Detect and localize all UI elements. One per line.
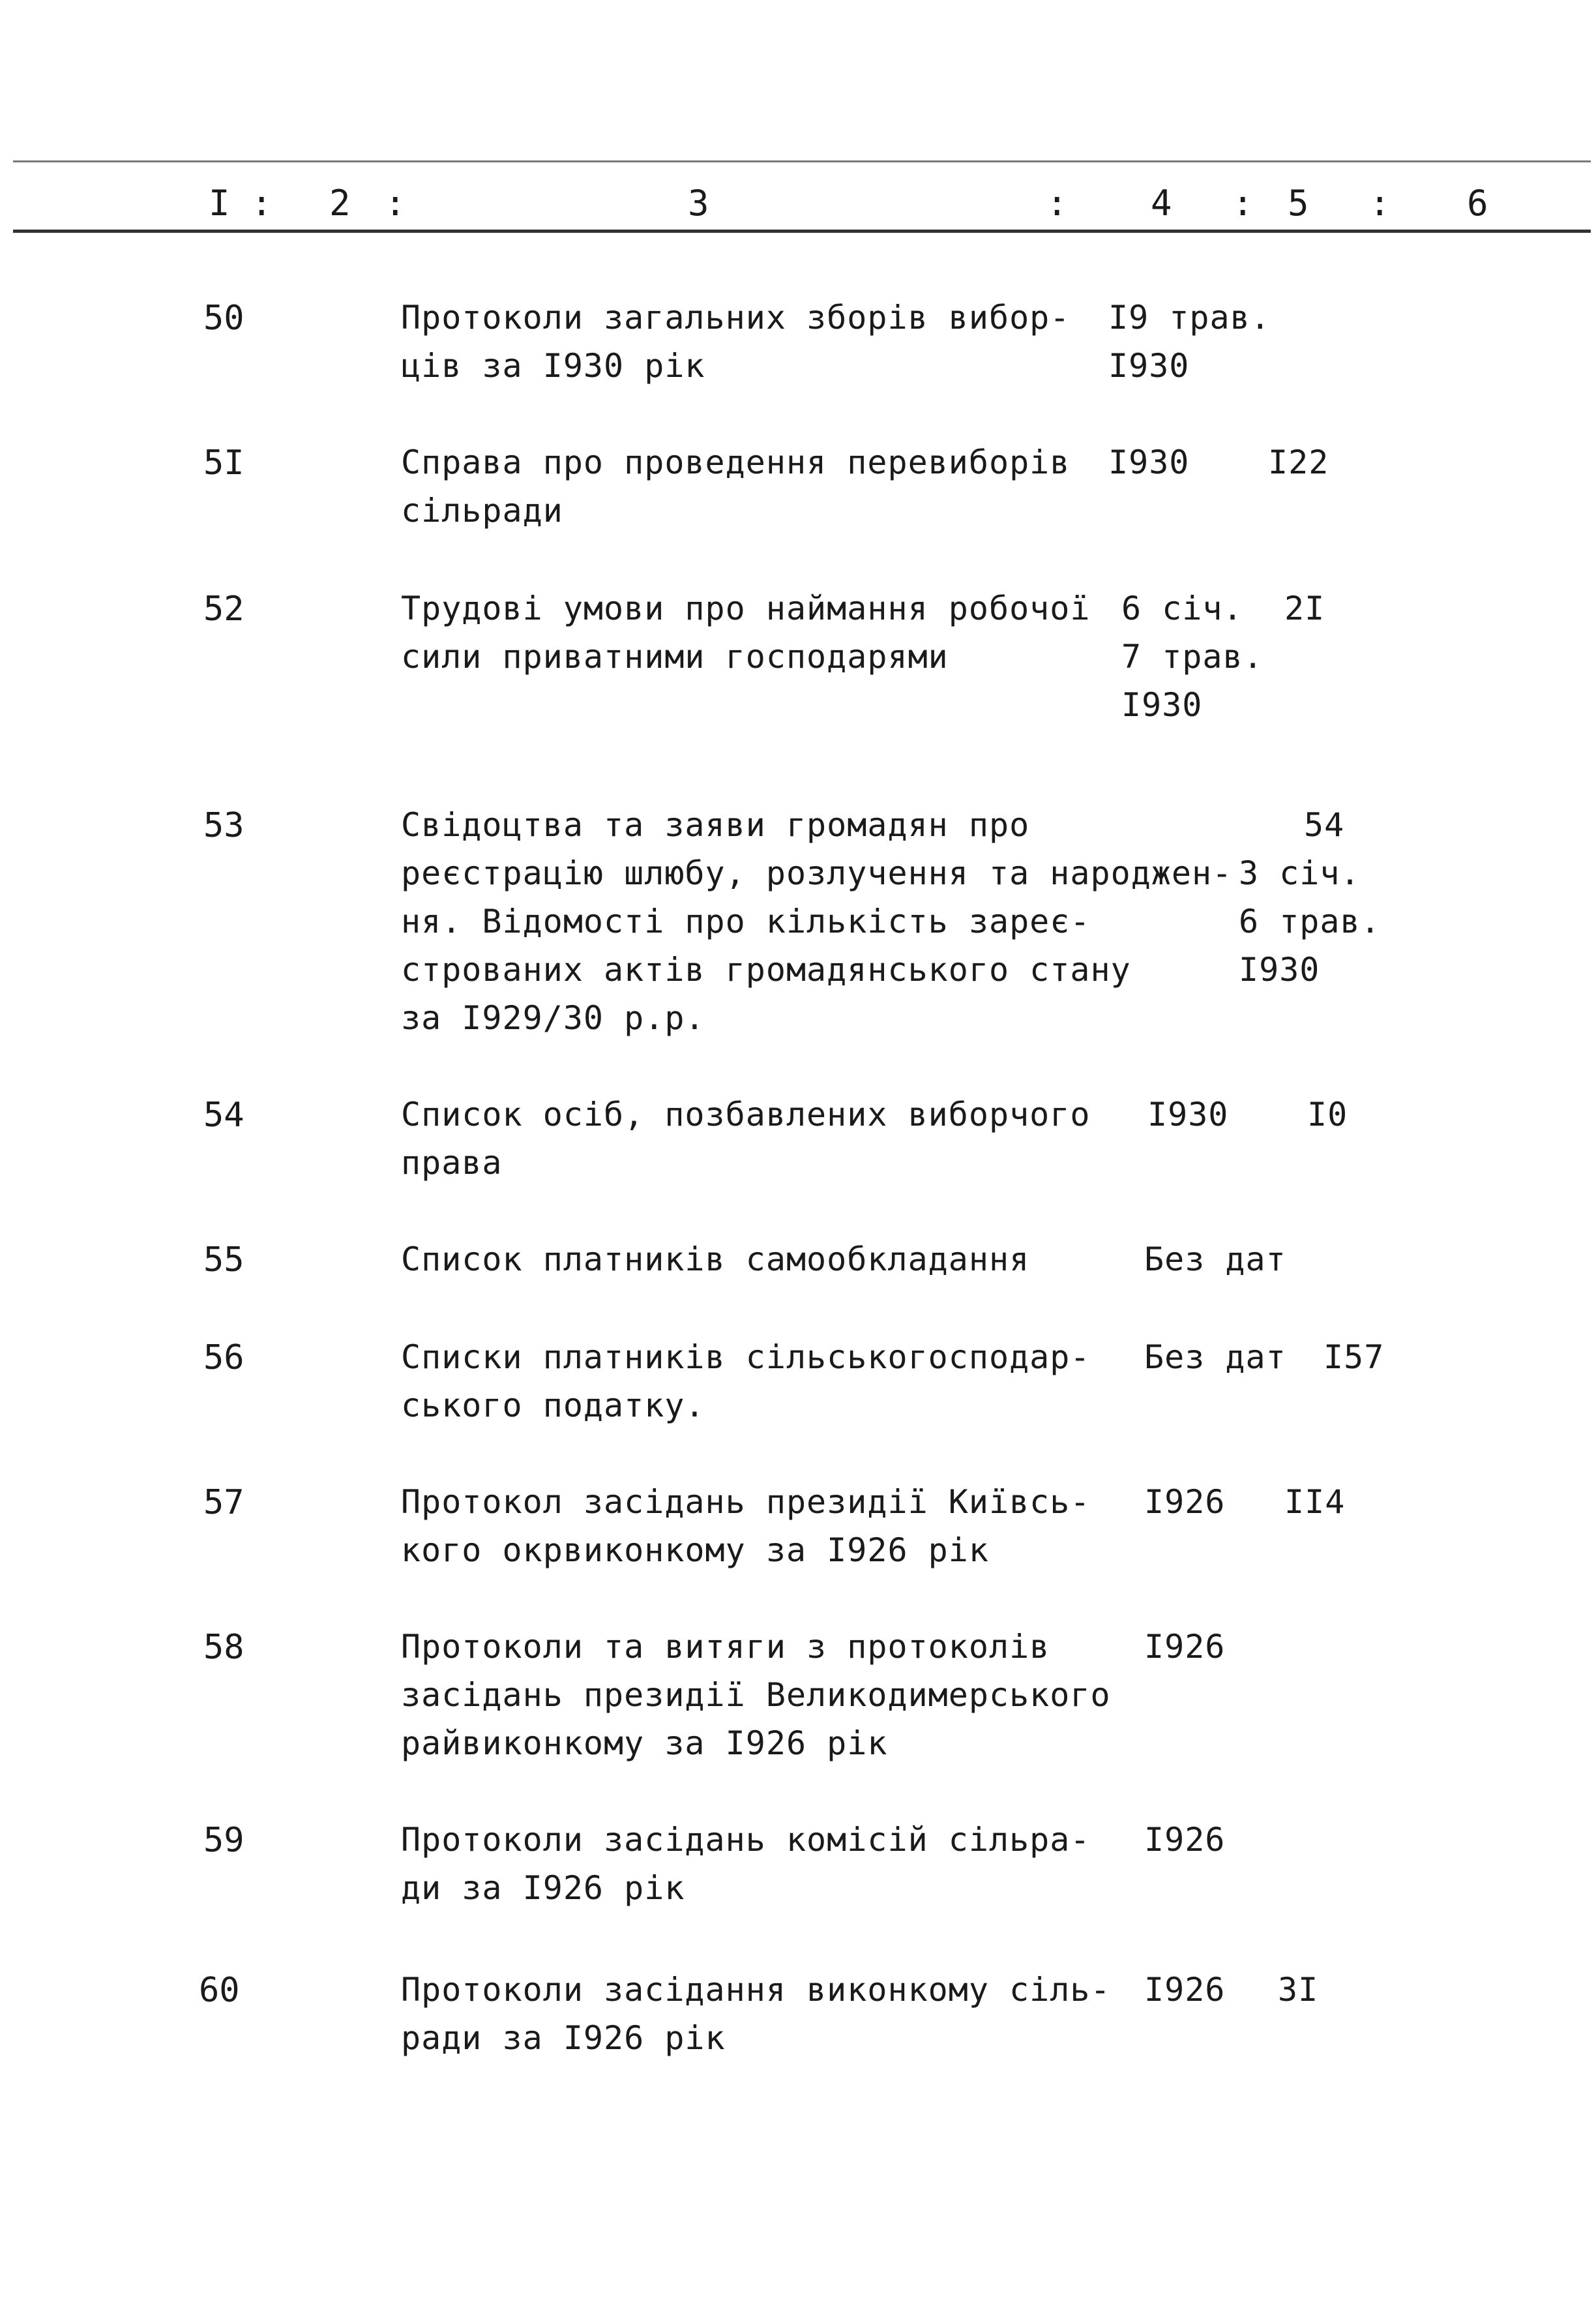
row-date: I926 xyxy=(1144,1483,1226,1521)
header-col-4: 4 xyxy=(1151,183,1172,224)
row-count: II4 xyxy=(1284,1483,1346,1521)
row-number: 59 xyxy=(203,1821,244,1860)
row-date: I926 xyxy=(1144,1628,1226,1666)
header-sep: : xyxy=(1369,183,1391,224)
header-col-1: I xyxy=(209,183,230,224)
row-number: 52 xyxy=(203,590,244,629)
row-number: 53 xyxy=(203,806,244,845)
row-date: Без дат xyxy=(1144,1338,1286,1376)
row-date: I9 трав. I930 xyxy=(1108,299,1271,385)
row-date: I930 xyxy=(1108,443,1190,481)
row-date: I930 xyxy=(1147,1096,1229,1133)
header-sep: : xyxy=(385,183,406,224)
row-title: Список платників самообкладання xyxy=(401,1240,1030,1278)
row-date: Без дат xyxy=(1144,1240,1286,1278)
row-count: 3I xyxy=(1278,1971,1319,2009)
row-number: 5I xyxy=(203,443,244,483)
row-date: I926 xyxy=(1144,1821,1226,1859)
row-count: 54 xyxy=(1304,806,1345,844)
header-col-5: 5 xyxy=(1288,183,1309,224)
header-sep: : xyxy=(1046,183,1068,224)
row-title: Трудові умови про наймання робочої сили приватними господарями xyxy=(401,590,1091,676)
row-number: 50 xyxy=(203,299,244,338)
row-date: 6 січ. 7 трав. I930 xyxy=(1121,590,1264,724)
row-number: 57 xyxy=(203,1483,244,1522)
row-title: Протоколи загальних зборів вибор- ців за I930 рік xyxy=(401,299,1071,385)
row-count: I57 xyxy=(1323,1338,1385,1376)
row-count: 2I xyxy=(1284,590,1325,627)
row-title: Протоколи засідання виконкому сіль- ради за I926 рік xyxy=(401,1971,1111,2057)
row-number: 56 xyxy=(203,1338,244,1377)
row-number: 60 xyxy=(199,1971,240,2010)
row-count: I22 xyxy=(1268,443,1329,481)
header-sep: : xyxy=(251,183,273,224)
row-number: 58 xyxy=(203,1628,244,1667)
row-title: Протоколи та витяги з протоколів засідань президії Великодимерського райвиконкому за I926 рік xyxy=(401,1628,1111,1762)
header-bottom-rule xyxy=(13,230,1591,233)
row-title: Список осіб, позбавлених виборчого права xyxy=(401,1096,1091,1182)
row-title: Справа про проведення перевиборів сільради xyxy=(401,443,1071,530)
header-col-6: 6 xyxy=(1467,183,1488,224)
header-sep: : xyxy=(1232,183,1254,224)
row-count: I0 xyxy=(1307,1096,1348,1133)
row-title: Свідоцтва та заяви громадян про реєстрацію шлюбу, розлучення та народжен- ня. Відомості про кількість зареє- строваних актів громадянського стану за I929/30 р.р. xyxy=(401,806,1233,1037)
row-title: Протокол засідань президії Київсь- кого окрвиконкому за I926 рік xyxy=(401,1483,1091,1569)
row-date: I926 xyxy=(1144,1971,1226,2009)
row-title: Протоколи засідань комісій сільра- ди за I926 рік xyxy=(401,1821,1091,1907)
row-number: 54 xyxy=(203,1096,244,1135)
header-top-rule xyxy=(13,160,1591,162)
row-title: Списки платників сільськогосподар- ського податку. xyxy=(401,1338,1091,1424)
header-col-2: 2 xyxy=(329,183,351,224)
row-number: 55 xyxy=(203,1240,244,1280)
header-col-3: 3 xyxy=(688,183,709,224)
row-date: 3 січ. 6 трав. I930 xyxy=(1239,854,1381,989)
